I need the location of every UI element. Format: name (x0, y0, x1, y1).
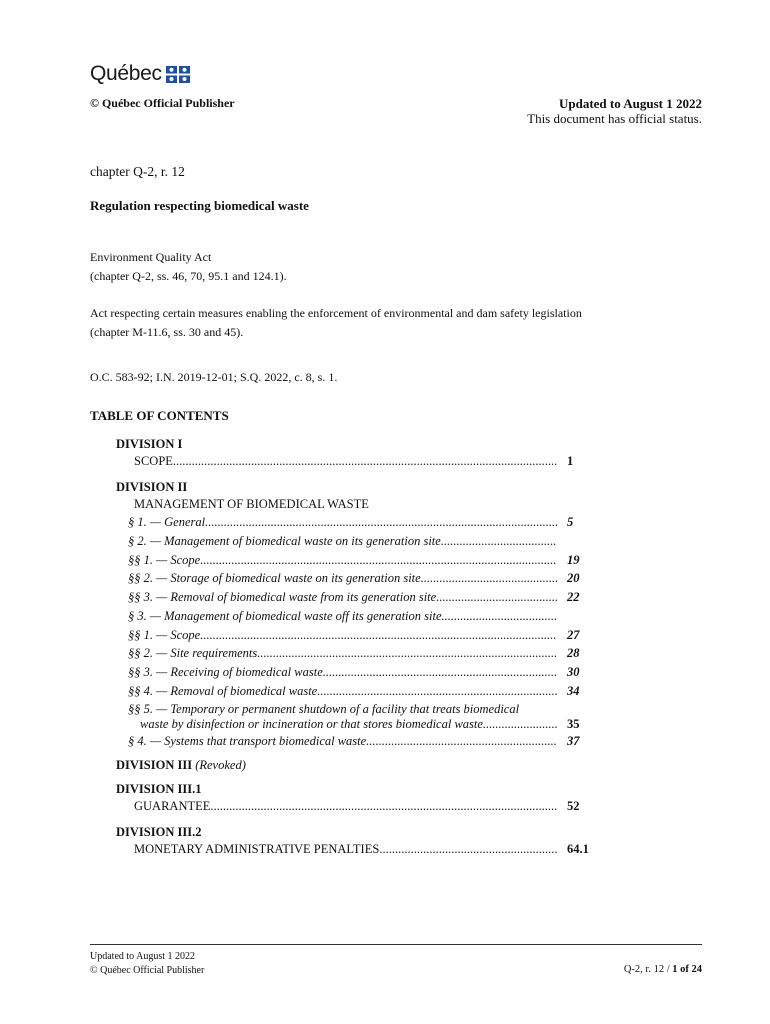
toc-entry[interactable]: §§ 1. — Scope ..... 27 (116, 626, 602, 645)
logo-wordmark: Québec (90, 62, 162, 85)
footer-left (90, 950, 204, 978)
division-3-2-label: DIVISION III.2 (116, 824, 202, 839)
toc-entry[interactable]: § 2. — Management of biomedical waste on its generation site ..... (116, 532, 602, 551)
act2-sections: (chapter M-11.6, ss. 30 and 45). (90, 325, 244, 339)
page-number (624, 964, 702, 975)
official-status: This document has official status. (527, 111, 702, 126)
chapter-reference: chapter Q-2, r. 12 (90, 164, 185, 179)
division-3-1-label: DIVISION III.1 (116, 781, 202, 796)
toc-entry-number: 1 (567, 454, 574, 468)
fleur-de-lis-flag-icon (166, 66, 190, 83)
updated-date: Updated to August 1 2022 (558, 96, 702, 111)
toc-entry[interactable]: §§ 3. — Receiving of biomedical waste ..... 30 (116, 663, 602, 682)
toc-entry-text: SCOPE (134, 454, 173, 468)
toc-heading: TABLE OF CONTENTS (90, 408, 229, 423)
footer-updated: Updated to August 1 2022 (90, 951, 195, 962)
toc-entry-multiline[interactable]: §§ 5. — Temporary or permanent shutdown of a facility that treats biomedical waste by disinfection or incineration or that stores biomedical waste ..... 35 (116, 700, 602, 732)
toc-entry[interactable]: GUARANTEE ..... 52 (116, 797, 602, 816)
revoked-note: (Revoked) (195, 757, 246, 772)
toc-entry[interactable]: § 1. — General ..... 5 (116, 513, 602, 532)
toc-entry[interactable]: § 4. — Systems that transport biomedical waste ..... 37 (116, 732, 602, 751)
order-in-council: O.C. 583-92; I.N. 2019-12-01; S.Q. 2022, c. 8, s. 1. (90, 370, 338, 384)
regulation-title: Regulation respecting biomedical waste (90, 198, 309, 213)
act1-sections: (chapter Q-2, ss. 46, 70, 95.1 and 124.1). (90, 269, 287, 283)
toc-entry[interactable]: §§ 4. — Removal of biomedical waste ..... 34 (116, 682, 602, 701)
table-of-contents (116, 436, 602, 858)
toc-entry[interactable]: §§ 2. — Site requirements ..... 28 (116, 644, 602, 663)
toc-entry[interactable]: §§ 3. — Removal of biomedical waste from its generation site ..... 22 (116, 588, 602, 607)
enabling-act-2 (90, 304, 582, 342)
footer-reference: Q-2, r. 12 / (623, 964, 673, 975)
division-3-label: DIVISION III (Revoked) (116, 757, 246, 772)
enabling-act-1 (90, 248, 287, 286)
update-info (527, 96, 702, 126)
toc-entry[interactable]: § 3. — Management of biomedical waste off its generation site ..... (116, 607, 602, 626)
toc-entry[interactable] (116, 452, 602, 471)
toc-entry[interactable]: MONETARY ADMINISTRATIVE PENALTIES ..... 64.1 (116, 840, 602, 859)
footer-divider (90, 944, 702, 945)
toc-entry[interactable]: §§ 2. — Storage of biomedical waste on its generation site ..... 20 (116, 569, 602, 588)
act1-name: Environment Quality Act (90, 250, 212, 264)
footer-page: 1 of 24 (672, 964, 702, 975)
footer-publisher: © Québec Official Publisher (90, 965, 205, 976)
act2-name: Act respecting certain measures enabling the enforcement of environmental and dam safety legislation (90, 306, 582, 320)
division-1-label: DIVISION I (116, 437, 183, 451)
quebec-logo (90, 62, 190, 86)
division-2-label: DIVISION II (116, 479, 188, 494)
toc-entry[interactable]: §§ 1. — Scope ..... 19 (116, 551, 602, 570)
division-2-title: MANAGEMENT OF BIOMEDICAL WASTE (134, 496, 369, 511)
publisher-label: © Québec Official Publisher (90, 96, 235, 110)
